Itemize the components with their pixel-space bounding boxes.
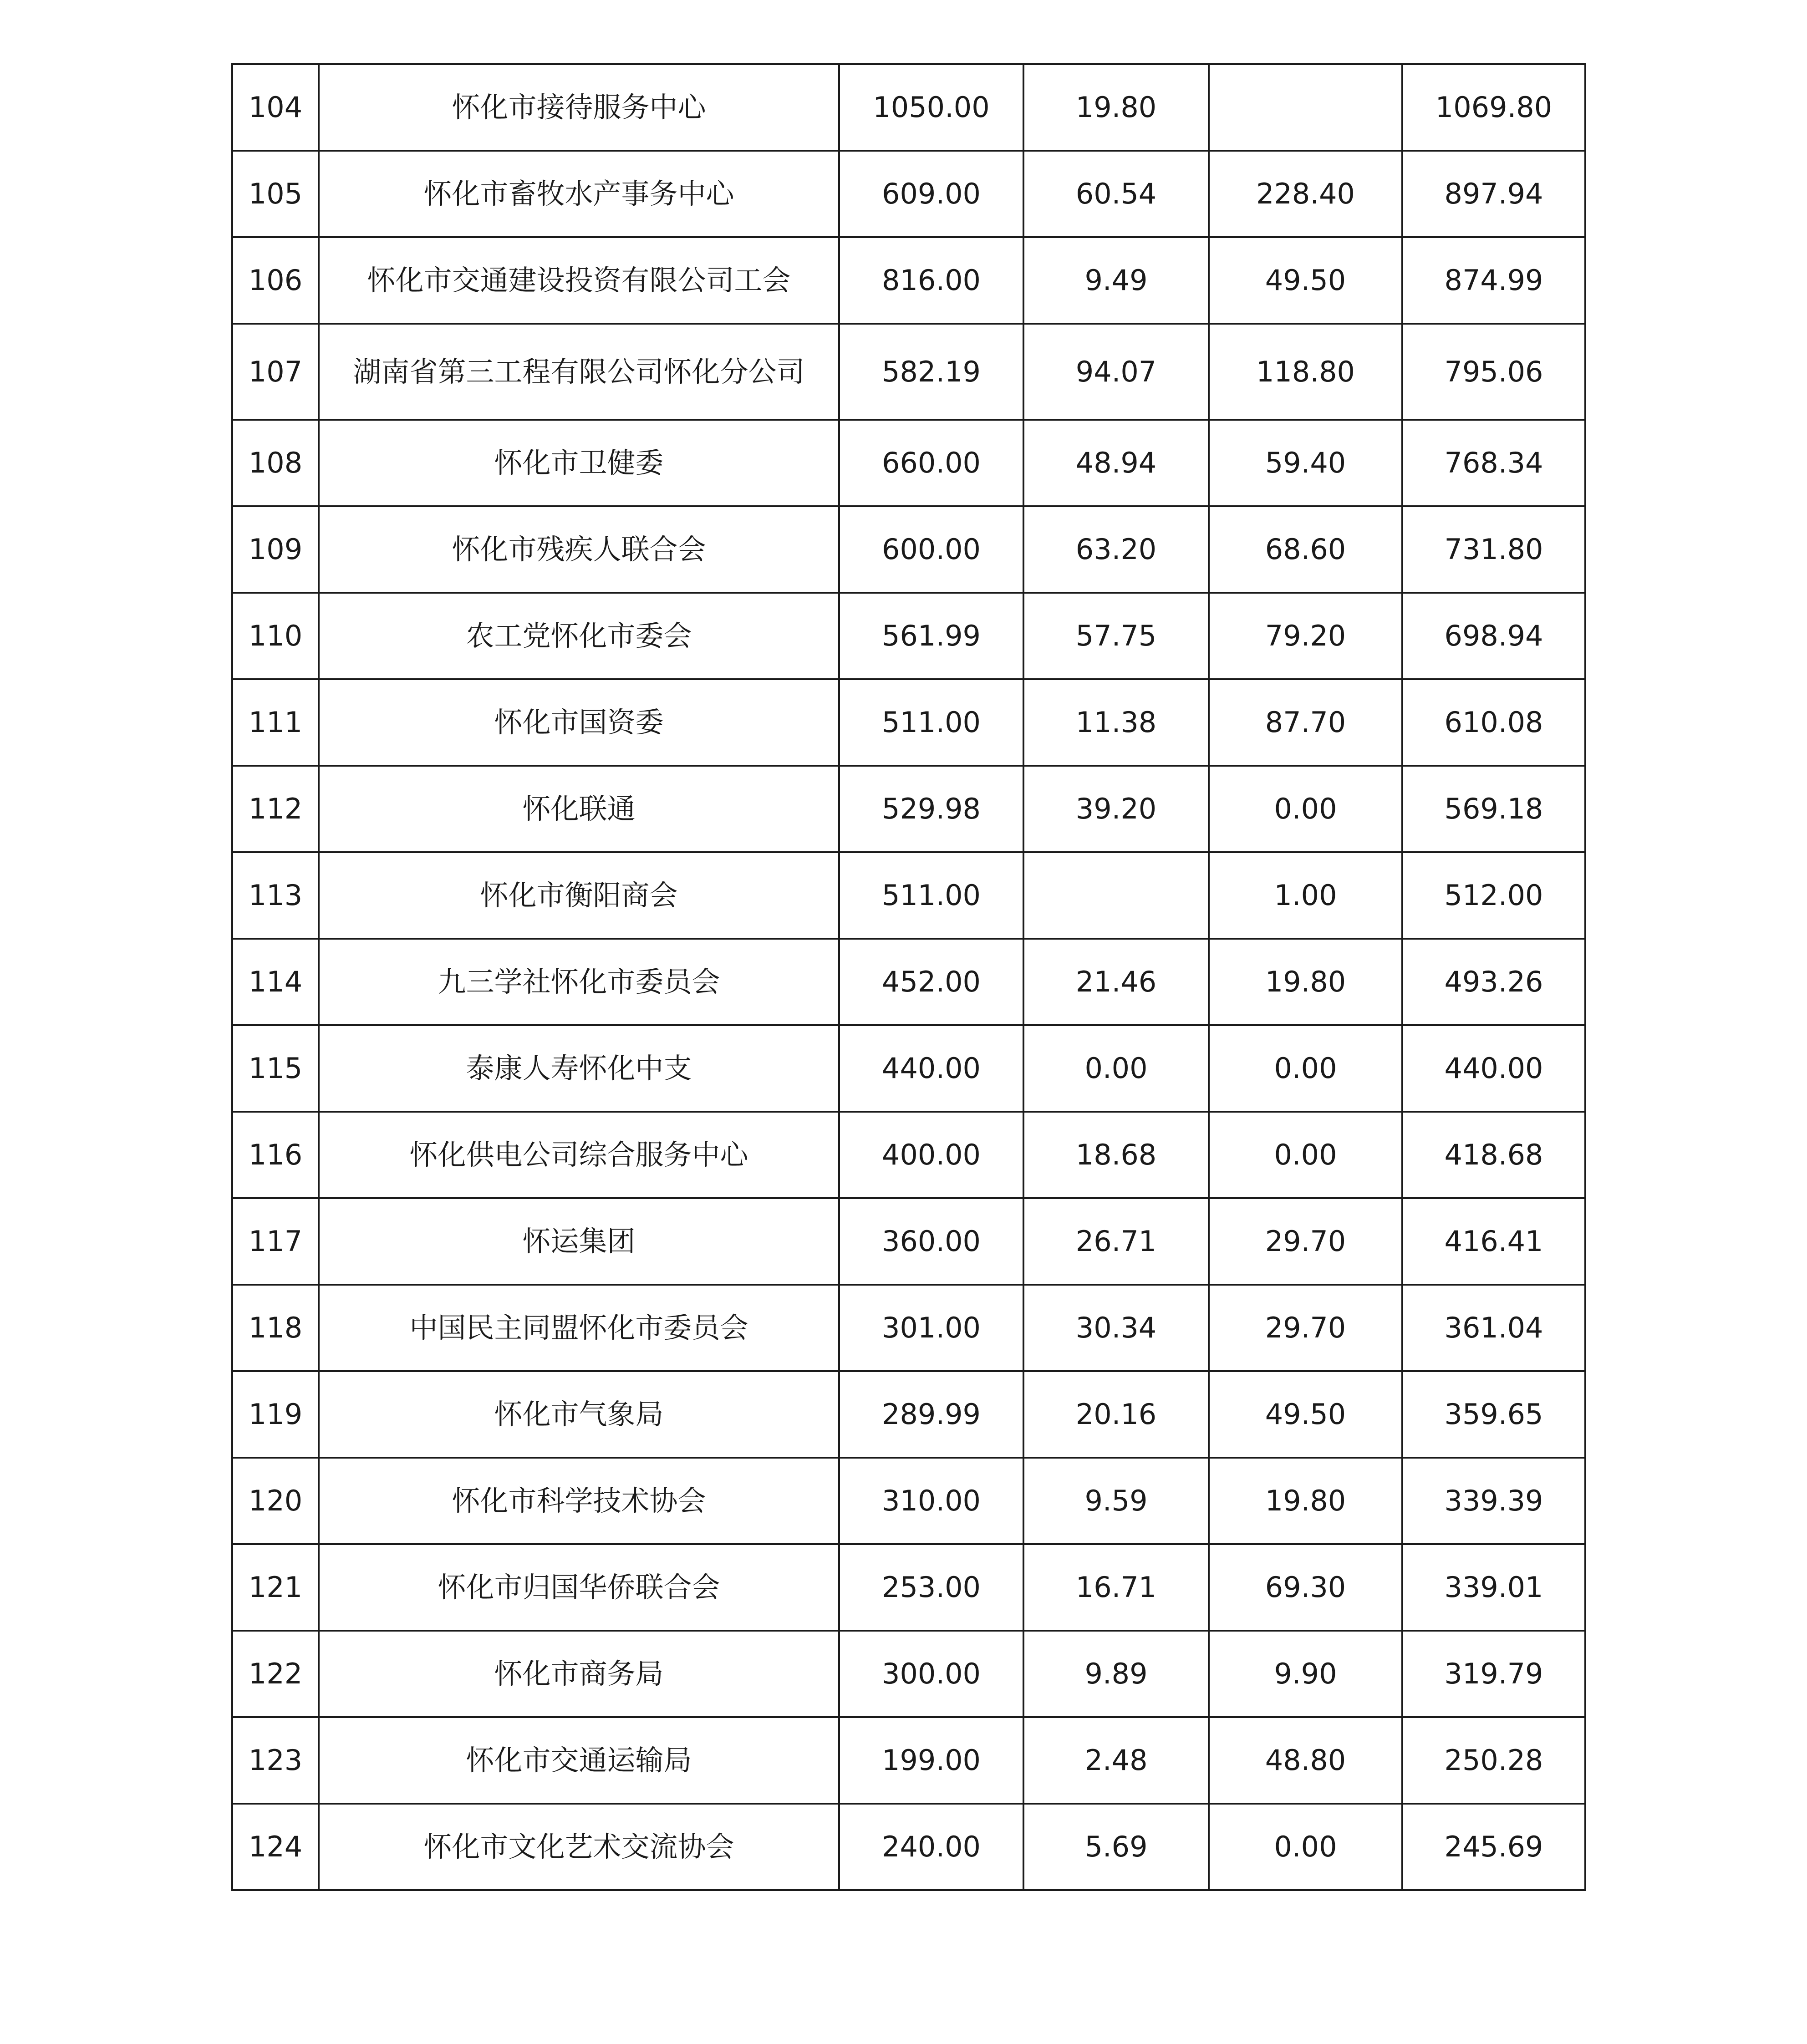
amount-cell: 301.00 (839, 1285, 1023, 1371)
row-number: 122 (232, 1631, 319, 1717)
organization-name: 泰康人寿怀化中支 (319, 1025, 839, 1112)
row-number: 113 (232, 852, 319, 939)
organization-name: 怀化市卫健委 (319, 420, 839, 506)
row-number: 120 (232, 1458, 319, 1544)
total-cell: 359.65 (1402, 1371, 1585, 1458)
amount-cell: 19.80 (1209, 1458, 1402, 1544)
amount-cell: 0.00 (1023, 1025, 1209, 1112)
amount-cell: 20.16 (1023, 1371, 1209, 1458)
amount-cell: 0.00 (1209, 1112, 1402, 1198)
total-cell: 795.06 (1402, 324, 1585, 420)
amount-cell: 69.30 (1209, 1544, 1402, 1631)
amount-cell: 600.00 (839, 506, 1023, 593)
organization-name: 怀化市残疾人联合会 (319, 506, 839, 593)
organization-name: 怀化市接待服务中心 (319, 64, 839, 151)
amount-cell: 1050.00 (839, 64, 1023, 151)
table-row (232, 593, 1585, 679)
amount-cell: 49.50 (1209, 1371, 1402, 1458)
row-number: 114 (232, 939, 319, 1025)
amount-cell: 59.40 (1209, 420, 1402, 506)
amount-cell (1023, 852, 1209, 939)
table-row (232, 1804, 1585, 1890)
amount-cell: 609.00 (839, 151, 1023, 237)
organization-name: 怀运集团 (319, 1198, 839, 1285)
organization-name: 怀化市畜牧水产事务中心 (319, 151, 839, 237)
table-row (232, 506, 1585, 593)
row-number: 118 (232, 1285, 319, 1371)
amount-cell: 39.20 (1023, 766, 1209, 852)
row-number: 105 (232, 151, 319, 237)
table-row (232, 237, 1585, 324)
amount-cell: 2.48 (1023, 1717, 1209, 1804)
table-row (232, 939, 1585, 1025)
table-row (232, 766, 1585, 852)
amount-cell: 68.60 (1209, 506, 1402, 593)
amount-cell: 816.00 (839, 237, 1023, 324)
amount-cell: 400.00 (839, 1112, 1023, 1198)
total-cell: 731.80 (1402, 506, 1585, 593)
row-number: 119 (232, 1371, 319, 1458)
amount-cell: 9.90 (1209, 1631, 1402, 1717)
table-row (232, 1198, 1585, 1285)
row-number: 121 (232, 1544, 319, 1631)
amount-cell: 300.00 (839, 1631, 1023, 1717)
amount-cell: 5.69 (1023, 1804, 1209, 1890)
total-cell: 897.94 (1402, 151, 1585, 237)
table-row (232, 1544, 1585, 1631)
amount-cell: 452.00 (839, 939, 1023, 1025)
amount-cell: 582.19 (839, 324, 1023, 420)
amount-cell: 16.71 (1023, 1544, 1209, 1631)
amount-cell (1209, 64, 1402, 151)
amount-cell: 49.50 (1209, 237, 1402, 324)
total-cell: 610.08 (1402, 679, 1585, 766)
total-cell: 339.01 (1402, 1544, 1585, 1631)
amount-cell: 19.80 (1023, 64, 1209, 151)
row-number: 107 (232, 324, 319, 420)
amount-cell: 11.38 (1023, 679, 1209, 766)
amount-cell: 1.00 (1209, 852, 1402, 939)
total-cell: 416.41 (1402, 1198, 1585, 1285)
amount-cell: 199.00 (839, 1717, 1023, 1804)
organization-name: 怀化市科学技术协会 (319, 1458, 839, 1544)
amount-cell: 63.20 (1023, 506, 1209, 593)
organization-name: 怀化市国资委 (319, 679, 839, 766)
amount-cell: 253.00 (839, 1544, 1023, 1631)
row-number: 123 (232, 1717, 319, 1804)
table-row (232, 1717, 1585, 1804)
amount-cell: 561.99 (839, 593, 1023, 679)
total-cell: 418.68 (1402, 1112, 1585, 1198)
row-number: 124 (232, 1804, 319, 1890)
row-number: 111 (232, 679, 319, 766)
total-cell: 569.18 (1402, 766, 1585, 852)
organization-name: 怀化市文化艺术交流协会 (319, 1804, 839, 1890)
total-cell: 361.04 (1402, 1285, 1585, 1371)
table-row (232, 852, 1585, 939)
amount-cell: 529.98 (839, 766, 1023, 852)
table-row (232, 1631, 1585, 1717)
total-cell: 698.94 (1402, 593, 1585, 679)
table-row (232, 679, 1585, 766)
organization-name: 怀化联通 (319, 766, 839, 852)
amount-cell: 29.70 (1209, 1285, 1402, 1371)
amount-cell: 57.75 (1023, 593, 1209, 679)
amount-cell: 0.00 (1209, 1804, 1402, 1890)
donation-table (231, 63, 1586, 1891)
amount-cell: 48.94 (1023, 420, 1209, 506)
row-number: 108 (232, 420, 319, 506)
organization-name: 中国民主同盟怀化市委员会 (319, 1285, 839, 1371)
total-cell: 768.34 (1402, 420, 1585, 506)
organization-name: 怀化市交通建设投资有限公司工会 (319, 237, 839, 324)
amount-cell: 9.89 (1023, 1631, 1209, 1717)
total-cell: 493.26 (1402, 939, 1585, 1025)
row-number: 112 (232, 766, 319, 852)
amount-cell: 0.00 (1209, 766, 1402, 852)
organization-name: 农工党怀化市委会 (319, 593, 839, 679)
amount-cell: 660.00 (839, 420, 1023, 506)
amount-cell: 79.20 (1209, 593, 1402, 679)
amount-cell: 240.00 (839, 1804, 1023, 1890)
amount-cell: 118.80 (1209, 324, 1402, 420)
row-number: 116 (232, 1112, 319, 1198)
amount-cell: 48.80 (1209, 1717, 1402, 1804)
total-cell: 874.99 (1402, 237, 1585, 324)
row-number: 117 (232, 1198, 319, 1285)
row-number: 109 (232, 506, 319, 593)
total-cell: 440.00 (1402, 1025, 1585, 1112)
row-number: 110 (232, 593, 319, 679)
total-cell: 339.39 (1402, 1458, 1585, 1544)
amount-cell: 0.00 (1209, 1025, 1402, 1112)
amount-cell: 18.68 (1023, 1112, 1209, 1198)
amount-cell: 310.00 (839, 1458, 1023, 1544)
organization-name: 怀化市商务局 (319, 1631, 839, 1717)
total-cell: 512.00 (1402, 852, 1585, 939)
total-cell: 250.28 (1402, 1717, 1585, 1804)
total-cell: 1069.80 (1402, 64, 1585, 151)
organization-name: 怀化市交通运输局 (319, 1717, 839, 1804)
table-row (232, 1371, 1585, 1458)
organization-name: 怀化市归国华侨联合会 (319, 1544, 839, 1631)
amount-cell: 29.70 (1209, 1198, 1402, 1285)
organization-name: 怀化供电公司综合服务中心 (319, 1112, 839, 1198)
organization-name: 湖南省第三工程有限公司怀化分公司 (319, 324, 839, 420)
total-cell: 319.79 (1402, 1631, 1585, 1717)
total-cell: 245.69 (1402, 1804, 1585, 1890)
amount-cell: 87.70 (1209, 679, 1402, 766)
organization-name: 九三学社怀化市委员会 (319, 939, 839, 1025)
amount-cell: 30.34 (1023, 1285, 1209, 1371)
table-row (232, 1025, 1585, 1112)
amount-cell: 440.00 (839, 1025, 1023, 1112)
row-number: 115 (232, 1025, 319, 1112)
table-row (232, 420, 1585, 506)
amount-cell: 60.54 (1023, 151, 1209, 237)
table-row (232, 324, 1585, 420)
amount-cell: 9.59 (1023, 1458, 1209, 1544)
table-row (232, 151, 1585, 237)
amount-cell: 511.00 (839, 679, 1023, 766)
table-row (232, 1458, 1585, 1544)
row-number: 104 (232, 64, 319, 151)
amount-cell: 360.00 (839, 1198, 1023, 1285)
amount-cell: 228.40 (1209, 151, 1402, 237)
amount-cell: 19.80 (1209, 939, 1402, 1025)
table-row (232, 64, 1585, 151)
row-number: 106 (232, 237, 319, 324)
amount-cell: 9.49 (1023, 237, 1209, 324)
amount-cell: 21.46 (1023, 939, 1209, 1025)
table-row (232, 1112, 1585, 1198)
amount-cell: 511.00 (839, 852, 1023, 939)
amount-cell: 94.07 (1023, 324, 1209, 420)
amount-cell: 26.71 (1023, 1198, 1209, 1285)
table-row (232, 1285, 1585, 1371)
organization-name: 怀化市衡阳商会 (319, 852, 839, 939)
organization-name: 怀化市气象局 (319, 1371, 839, 1458)
amount-cell: 289.99 (839, 1371, 1023, 1458)
